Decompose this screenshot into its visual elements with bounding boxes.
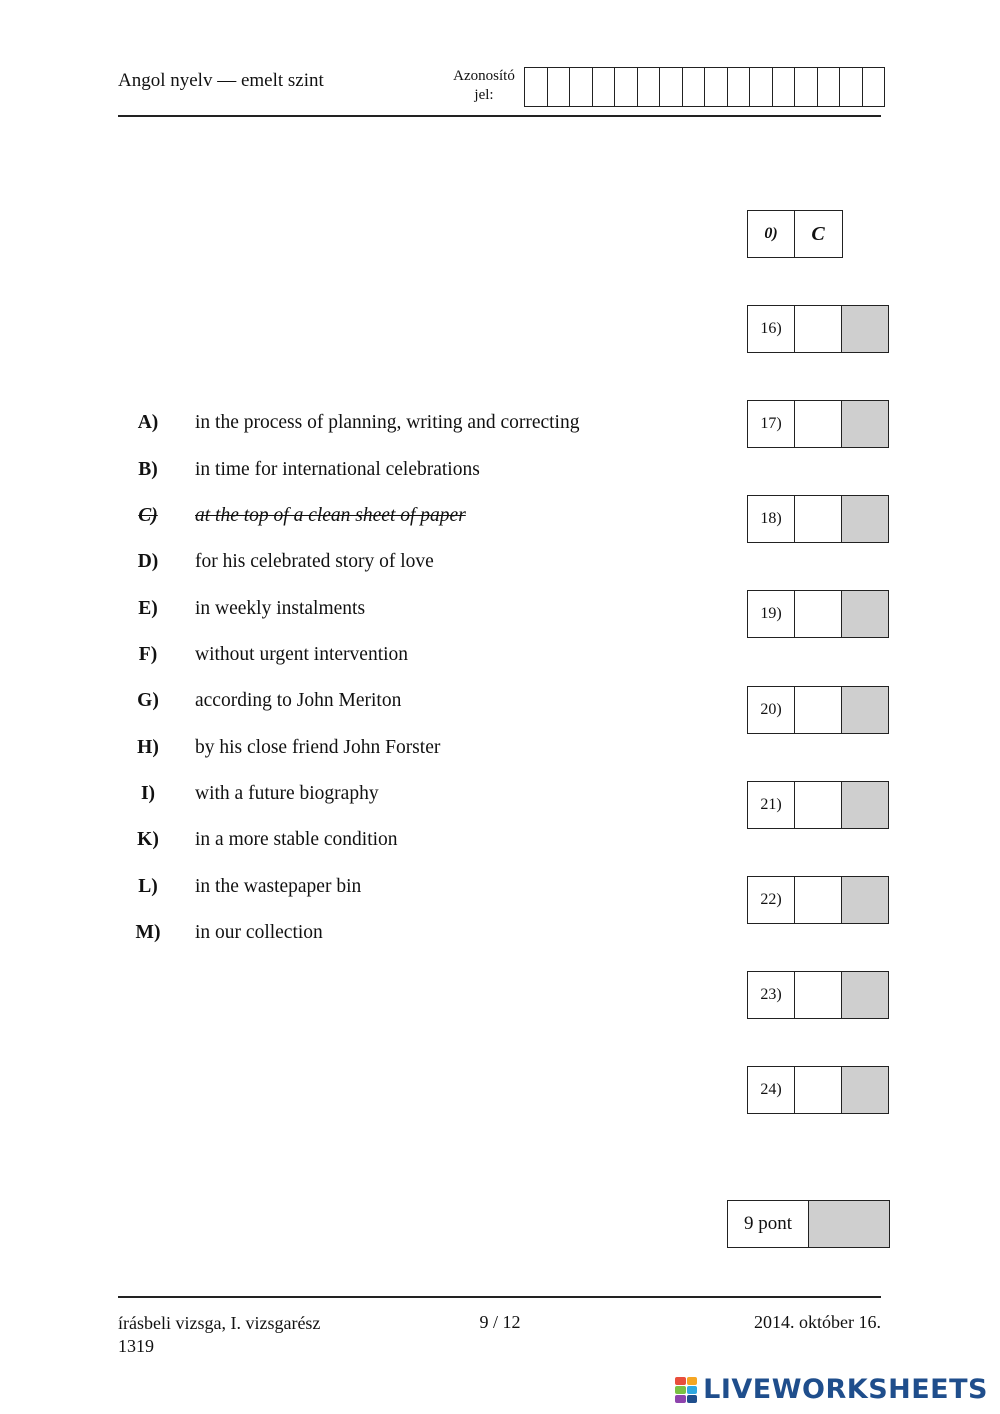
- option-e: [130, 598, 690, 628]
- option-text: in a more stable condition: [195, 829, 398, 850]
- exam-code: 1319: [118, 1336, 154, 1356]
- answer-box-18: [747, 495, 889, 543]
- example-answer-box: [747, 210, 843, 258]
- answer-input[interactable]: [795, 401, 842, 447]
- answer-number: 16): [748, 306, 795, 352]
- option-text: in weekly instalments: [195, 598, 366, 619]
- id-cell[interactable]: [795, 68, 818, 106]
- answer-box-23: [747, 971, 889, 1019]
- option-h: [130, 737, 690, 767]
- id-cell[interactable]: [705, 68, 728, 106]
- score-cell: [842, 496, 888, 542]
- answer-input[interactable]: [795, 782, 842, 828]
- option-text: with a future biography: [195, 783, 379, 804]
- id-cell[interactable]: [570, 68, 593, 106]
- option-text: at the top of a clean sheet of paper: [195, 505, 466, 526]
- id-cell[interactable]: [818, 68, 841, 106]
- answer-input[interactable]: [795, 306, 842, 352]
- option-c-crossed-out: [130, 505, 690, 535]
- id-cell[interactable]: [840, 68, 863, 106]
- score-cell: [842, 782, 888, 828]
- option-d: [130, 551, 690, 581]
- id-label: [448, 67, 520, 105]
- option-letter: H): [137, 737, 159, 758]
- answer-box-19: [747, 590, 889, 638]
- option-g: [130, 690, 690, 720]
- score-label: 9 pont: [728, 1201, 809, 1247]
- id-cell[interactable]: [773, 68, 796, 106]
- answer-input[interactable]: [795, 972, 842, 1018]
- score-cell: [842, 306, 888, 352]
- score-cell: [809, 1201, 889, 1247]
- score-cell: [842, 591, 888, 637]
- example-number: 0): [748, 211, 795, 257]
- header-divider: [118, 115, 881, 117]
- option-a: [130, 412, 690, 442]
- answer-box-17: [747, 400, 889, 448]
- answer-input[interactable]: [795, 591, 842, 637]
- id-input-grid[interactable]: [524, 67, 885, 107]
- option-letter: D): [137, 551, 159, 572]
- option-text: for his celebrated story of love: [195, 551, 434, 572]
- option-letter: F): [138, 644, 158, 665]
- score-cell: [842, 1067, 888, 1113]
- answer-input[interactable]: [795, 1067, 842, 1113]
- exam-date: 2014. október 16.: [754, 1312, 881, 1332]
- answer-box-21: [747, 781, 889, 829]
- id-cell[interactable]: [615, 68, 638, 106]
- id-cell[interactable]: [750, 68, 773, 106]
- id-cell[interactable]: [660, 68, 683, 106]
- option-f: [130, 644, 690, 674]
- answer-box-20: [747, 686, 889, 734]
- answer-box-24: [747, 1066, 889, 1114]
- id-label-line2: jel:: [474, 87, 494, 103]
- liveworksheets-logo-icon: [675, 1377, 697, 1403]
- document-title: Angol nyelv — emelt szint: [118, 70, 324, 91]
- id-cell[interactable]: [728, 68, 751, 106]
- score-cell: [842, 401, 888, 447]
- id-cell[interactable]: [638, 68, 661, 106]
- answer-number: 19): [748, 591, 795, 637]
- footer-divider: [118, 1296, 881, 1298]
- option-text: in the process of planning, writing and correcting: [195, 412, 580, 433]
- answer-number: 22): [748, 877, 795, 923]
- option-text: in the wastepaper bin: [195, 876, 362, 897]
- option-i: [130, 783, 690, 813]
- footer-left: [118, 1312, 320, 1358]
- answer-box-16: [747, 305, 889, 353]
- answer-number: 21): [748, 782, 795, 828]
- answer-input[interactable]: [795, 877, 842, 923]
- option-letter: L): [138, 876, 158, 897]
- option-letter: C): [138, 505, 158, 526]
- id-cell[interactable]: [525, 68, 548, 106]
- option-text: in time for international celebrations: [195, 459, 480, 480]
- page-number: 9 / 12: [479, 1312, 521, 1332]
- score-cell: [842, 972, 888, 1018]
- option-k: [130, 829, 690, 859]
- answer-number: 23): [748, 972, 795, 1018]
- option-letter: I): [140, 783, 156, 804]
- brand-name: LIVEWORKSHEETS: [703, 1374, 988, 1405]
- answer-number: 20): [748, 687, 795, 733]
- id-cell[interactable]: [683, 68, 706, 106]
- option-letter: A): [137, 412, 159, 433]
- answer-number: 18): [748, 496, 795, 542]
- option-letter: K): [137, 829, 159, 850]
- answer-input[interactable]: [795, 496, 842, 542]
- answer-input[interactable]: [795, 687, 842, 733]
- option-letter: B): [138, 459, 158, 480]
- id-cell[interactable]: [548, 68, 571, 106]
- exam-part: írásbeli vizsga, I. vizsgarész: [118, 1313, 321, 1333]
- id-cell[interactable]: [593, 68, 616, 106]
- score-cell: [842, 687, 888, 733]
- option-text: without urgent intervention: [195, 644, 409, 665]
- answer-number: 24): [748, 1067, 795, 1113]
- option-letter: M): [135, 922, 161, 943]
- option-letter: G): [137, 690, 159, 711]
- answer-box-22: [747, 876, 889, 924]
- option-b: [130, 459, 690, 489]
- option-l: [130, 876, 690, 906]
- id-cell[interactable]: [863, 68, 886, 106]
- id-label-line1: Azonosító: [453, 68, 515, 84]
- example-answer: C: [811, 222, 825, 245]
- liveworksheets-brand: [675, 1374, 988, 1405]
- option-text: in our collection: [195, 922, 323, 943]
- option-m: [130, 922, 690, 952]
- option-letter: E): [138, 598, 158, 619]
- score-cell: [842, 877, 888, 923]
- option-text: by his close friend John Forster: [195, 737, 441, 758]
- answer-number: 17): [748, 401, 795, 447]
- option-text: according to John Meriton: [195, 690, 402, 711]
- total-score-box: [727, 1200, 890, 1248]
